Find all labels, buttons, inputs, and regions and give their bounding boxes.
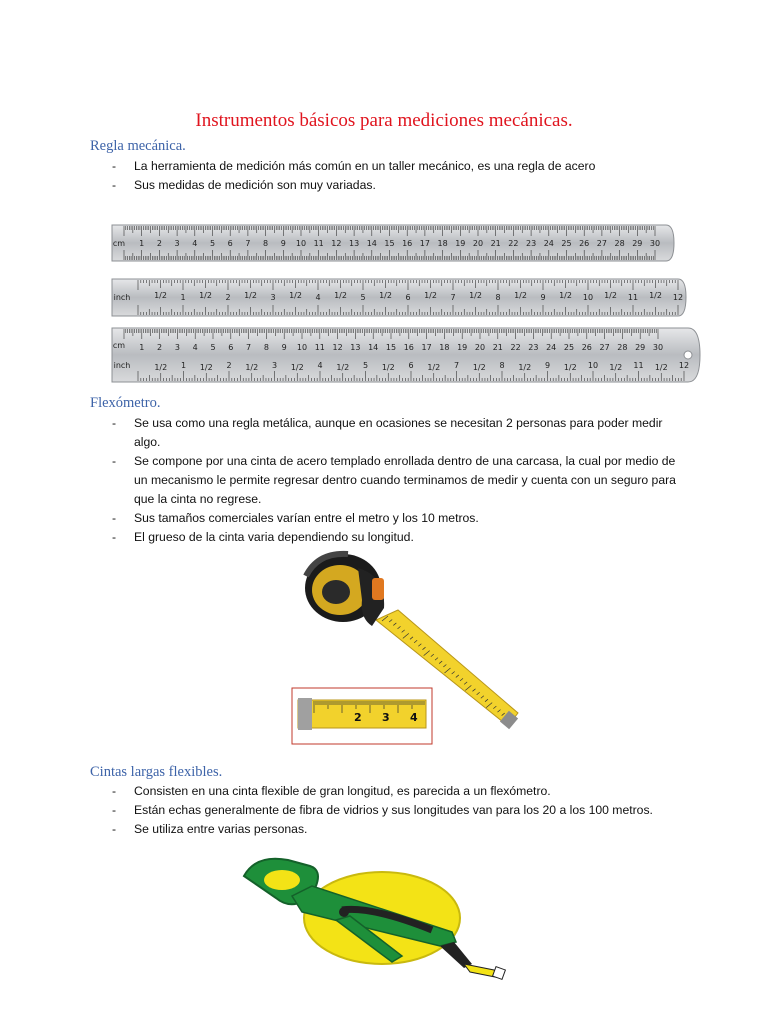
ruler-number: 3 — [270, 293, 276, 302]
ruler-number: 5 — [360, 293, 366, 302]
heading-flexometro: Flexómetro. — [90, 395, 161, 411]
ruler-number: 9 — [544, 361, 551, 370]
ruler-number: 3 — [174, 239, 180, 248]
bullet-dash: - — [112, 178, 117, 192]
list-item: - Sus medidas de medición son muy variadas. — [112, 176, 692, 195]
ruler-number: 4 — [315, 293, 321, 302]
ruler-number: 2 — [157, 343, 163, 352]
ruler-number: 28 — [614, 239, 625, 248]
ruler-number: 27 — [596, 239, 607, 248]
ruler-dual — [112, 328, 700, 382]
ruler-number: 9 — [280, 239, 286, 248]
ruler-unit-label: cm — [112, 341, 126, 350]
ruler-number: 10 — [587, 361, 599, 370]
ruler-number: 19 — [457, 343, 468, 352]
ruler-number: 11 — [627, 293, 639, 302]
ruler-number: 18 — [437, 239, 448, 248]
ruler-number: 23 — [526, 239, 537, 248]
ruler-number: 6 — [227, 239, 233, 248]
bullet-dash: - — [112, 416, 117, 430]
ruler-number: 8 — [495, 293, 501, 302]
ruler-half-label: 1/2 — [154, 291, 167, 300]
ruler-number: 26 — [579, 239, 590, 248]
tape-case — [305, 554, 384, 626]
ruler-number: 4 — [192, 343, 198, 352]
ruler-half-label: 1/2 — [563, 363, 577, 372]
ruler-number: 5 — [362, 361, 369, 370]
ruler-half-label: 1/2 — [199, 291, 212, 300]
ruler-number: 14 — [366, 239, 377, 248]
ruler-number: 16 — [402, 239, 413, 248]
ruler-number: 5 — [210, 343, 216, 352]
ruler-half-label: 1/2 — [472, 363, 486, 372]
ruler-number: 10 — [295, 239, 307, 248]
ruler-number: 12 — [672, 293, 684, 302]
ruler-half-label: 1/2 — [427, 363, 441, 372]
ruler-number: 11 — [314, 343, 325, 352]
ruler-number: 8 — [263, 343, 269, 352]
ruler-number: 22 — [508, 239, 519, 248]
ruler-half-label: 1/2 — [379, 291, 392, 300]
heading-cintas-largas: Cintas largas flexibles. — [90, 764, 223, 780]
ruler-number: 1 — [139, 343, 145, 352]
ruler-number: 1 — [180, 293, 186, 302]
ruler-number: 18 — [439, 343, 450, 352]
tape-measure-image — [288, 548, 528, 748]
ruler-number: 15 — [385, 343, 397, 352]
list-item: - El grueso de la cinta varia dependiendo su longitud. — [112, 528, 692, 547]
ruler-number: 30 — [649, 239, 661, 248]
ruler-number: 7 — [453, 361, 460, 370]
ruler-half-label: 1/2 — [604, 291, 617, 300]
ruler-number: 9 — [281, 343, 287, 352]
ruler-number: 5 — [209, 239, 216, 248]
ruler-number: 12 — [678, 361, 690, 370]
ruler-unit-label: inch — [113, 361, 131, 370]
ruler-half-label: 1/2 — [199, 363, 213, 372]
bullet-dash: - — [112, 159, 117, 173]
ruler-number: 17 — [419, 239, 430, 248]
ruler-half-label: 1/2 — [518, 363, 532, 372]
ruler-cm — [112, 225, 674, 261]
ruler-number: 6 — [405, 293, 411, 302]
ruler-number: 12 — [331, 239, 342, 248]
long-flexible-tape-image — [232, 846, 522, 986]
inset-number-2: 2 — [354, 711, 362, 724]
ruler-number: 20 — [474, 343, 486, 352]
ruler-number: 7 — [450, 293, 456, 302]
tape-inset — [292, 688, 432, 744]
heading-regla-mecanica: Regla mecánica. — [90, 138, 186, 154]
ruler-number: 11 — [313, 239, 324, 248]
ruler-number: 4 — [317, 361, 323, 370]
ruler-number: 29 — [632, 239, 643, 248]
bullet-dash: - — [112, 803, 117, 817]
ruler-number: 29 — [635, 343, 646, 352]
ruler-half-label: 1/2 — [245, 363, 259, 372]
ruler-number: 7 — [246, 343, 252, 352]
ruler-number: 22 — [510, 343, 521, 352]
ruler-number: 2 — [226, 361, 232, 370]
ruler-number: 16 — [403, 343, 414, 352]
ruler-number: 21 — [490, 239, 501, 248]
ruler-number: 23 — [528, 343, 539, 352]
bullet-list-cintas — [112, 782, 692, 839]
ruler-number: 3 — [174, 343, 180, 352]
list-item: - Se usa como una regla metálica, aunque en ocasiones se necesitan 2 personas para poder medir algo. — [112, 416, 663, 449]
ruler-number: 24 — [546, 343, 557, 352]
bullet-dash: - — [112, 784, 117, 798]
ruler-number: 17 — [421, 343, 432, 352]
ruler-half-label: 1/2 — [289, 291, 302, 300]
ruler-number: 21 — [492, 343, 503, 352]
document-title: Instrumentos básicos para mediciones mecánicas. — [195, 110, 573, 131]
ruler-half-label: 1/2 — [381, 363, 395, 372]
ruler-number: 4 — [192, 239, 198, 248]
ruler-half-label: 1/2 — [649, 291, 662, 300]
inset-number-4: 4 — [410, 711, 418, 724]
ruler-half-label: 1/2 — [424, 291, 437, 300]
steel-rulers-image — [110, 222, 702, 384]
ruler-half-label: 1/2 — [336, 363, 350, 372]
ruler-number: 7 — [245, 239, 251, 248]
ruler-unit-label: inch — [113, 293, 131, 302]
ruler-number: 10 — [296, 343, 308, 352]
ruler-number: 20 — [472, 239, 484, 248]
bullet-dash: - — [112, 822, 117, 836]
list-item: - Consisten en una cinta flexible de gran longitud, es parecida a un flexómetro. — [112, 782, 692, 801]
ruler-half-label: 1/2 — [654, 363, 668, 372]
ruler-number: 28 — [617, 343, 628, 352]
ruler-number: 9 — [540, 293, 546, 302]
ruler-half-label: 1/2 — [514, 291, 527, 300]
ruler-number: 8 — [499, 361, 505, 370]
ruler-number: 15 — [384, 239, 395, 248]
ruler-half-label: 1/2 — [244, 291, 257, 300]
ruler-half-label: 1/2 — [290, 363, 304, 372]
ruler-half-label: 1/2 — [334, 291, 347, 300]
ruler-number: 2 — [156, 239, 162, 248]
ruler-number: 13 — [349, 239, 360, 248]
ruler-number: 14 — [368, 343, 379, 352]
ruler-number: 25 — [563, 343, 575, 352]
ruler-half-label: 1/2 — [559, 291, 572, 300]
ruler-half-label: 1/2 — [154, 363, 168, 372]
ruler-number: 30 — [652, 343, 664, 352]
ruler-number: 19 — [455, 239, 466, 248]
bullet-dash: - — [112, 511, 117, 525]
list-item: - Sus tamaños comerciales varían entre el metro y los 10 metros. — [112, 509, 692, 528]
ruler-number: 24 — [543, 239, 554, 248]
ruler-number: 6 — [408, 361, 414, 370]
ruler-number: 25 — [561, 239, 572, 248]
ruler-unit-label: cm — [112, 239, 126, 248]
ruler-number: 6 — [228, 343, 234, 352]
ruler-number: 2 — [225, 293, 231, 302]
ruler-number: 8 — [263, 239, 269, 248]
ruler-number: 11 — [633, 361, 644, 370]
bullet-dash: - — [112, 454, 117, 468]
bullet-list-regla — [112, 157, 692, 195]
inset-number-3: 3 — [382, 711, 390, 724]
ruler-half-label: 1/2 — [469, 291, 482, 300]
list-item: - Se utiliza entre varias personas. — [112, 820, 692, 839]
ruler-half-label: 1/2 — [609, 363, 623, 372]
ruler-number: 10 — [582, 293, 594, 302]
ruler-number: 1 — [139, 239, 145, 248]
ruler-number: 3 — [271, 361, 278, 370]
list-item: - Están echas generalmente de fibra de vidrios y sus longitudes van para los 20 a los 100 metros. — [112, 801, 692, 820]
list-item: - La herramienta de medición más común en un taller mecánico, es una regla de acero — [112, 157, 692, 176]
ruler-number: 27 — [599, 343, 610, 352]
bullet-list-flexometro — [112, 414, 692, 547]
ruler-number: 26 — [581, 343, 592, 352]
bullet-dash: - — [112, 530, 117, 544]
list-item: - Se compone por una cinta de acero templado enrollada dentro de una carcasa, la cual por medio de un mecanismo le permite regresar dentro cuando terminamos de medir y cuenta con un seguro para que la cinta no regrese. — [112, 454, 676, 506]
ruler-number: 1 — [180, 361, 187, 370]
ruler-inch — [112, 279, 686, 316]
ruler-number: 13 — [350, 343, 361, 352]
ruler-number: 12 — [332, 343, 343, 352]
